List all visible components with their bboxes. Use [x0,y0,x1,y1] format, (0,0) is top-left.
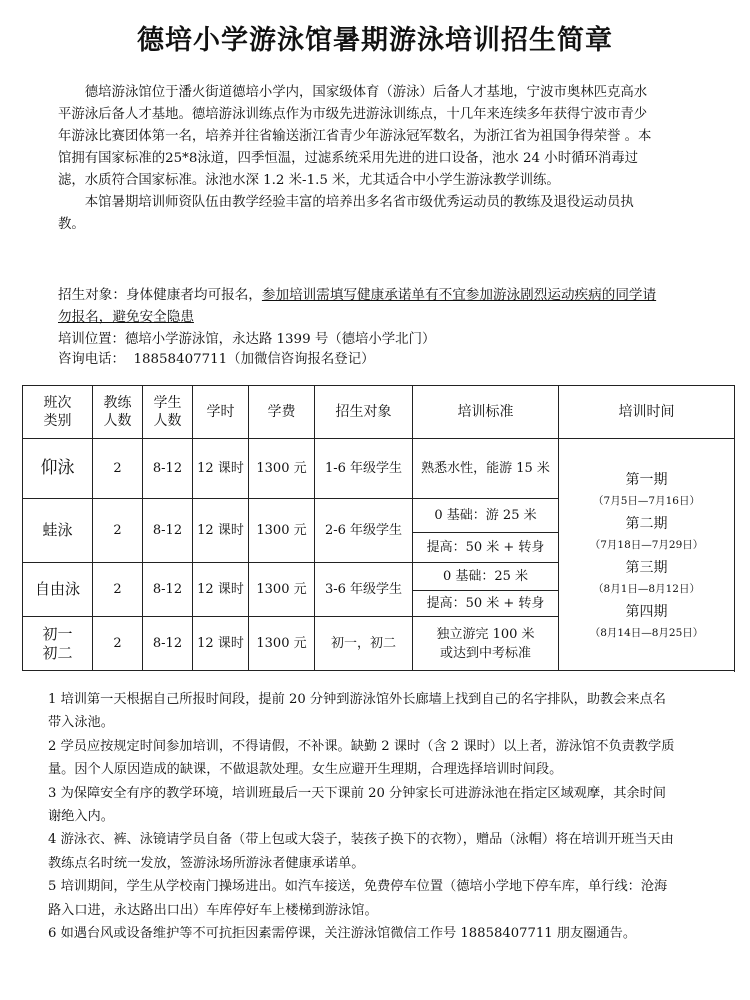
training-address: 培训位置：德培小学游泳馆，永达路 1399 号（德培小学北门） [58,332,436,347]
class-hours: 12 课时 [193,563,249,617]
class-hours: 12 课时 [193,617,249,671]
header-target: 招生对象 [315,386,413,439]
note-item-2: 2 学员应按规定时间参加培训，不得请假，不补课。缺勤 2 课时（含 2 课时）以上者，游泳馆不负责教学质量。因个人原因造成的缺课，不做退款处理。女生应避开生理期，合理选择培训时间段。 [48,738,675,778]
students-count: 8-12 [143,563,193,617]
class-target: 2-6 年级学生 [315,499,413,563]
class-standard: 提高：50 米 + 转身 [413,591,559,617]
class-standard: 0 基础：游 25 米 [413,499,559,533]
coaches-count: 2 [93,439,143,499]
class-name: 初一 初二 [23,617,93,671]
header-fee: 学费 [249,386,315,439]
period-name: 第二期 [625,515,668,532]
period-name: 第四期 [625,603,668,620]
coaches-count: 2 [93,563,143,617]
page-title: 德培小学游泳馆暑期游泳培训招生简章 [137,25,613,56]
class-standard: 独立游完 100 米 或达到中考标准 [413,617,559,671]
table-header-row [23,386,735,439]
phone-label: 咨询电话： [58,352,125,367]
table-row [23,439,735,499]
intro-section [58,82,658,236]
period-range: （7月18日—7月29日） [589,538,704,551]
class-standard: 0 基础：25 米 [413,563,559,591]
header-time: 培训时间 [559,386,735,439]
class-target: 1-6 年级学生 [315,439,413,499]
students-count: 8-12 [143,499,193,563]
intro-paragraph-1: 德培游泳馆位于潘火街道德培小学内，国家级体育（游泳）后备人才基地，宁波市奥林匹克高水平游泳后备人才基地。德培游泳训练点作为市级先进游泳训练点，十几年来连续多年获得宁波市青少年游泳比赛团体第一名，培养并往省输送浙江省青少年游泳冠军数名，为浙江省为祖国争得荣誉 。本馆拥有国家标准的25*8泳道，四季恒温，过滤系统采用先进的进口设备，池水 24 小时循环消毒过滤，水质符合国家标准。泳池水深 1.2 米-1.5 米，尤其适合中小学生游泳教学训练。 [58,85,652,188]
class-standard: 熟悉水性，能游 15 米 [413,439,559,499]
header-students: 学生 人数 [143,386,193,439]
students-count: 8-12 [143,617,193,671]
note-item-6: 6 如遇台风或设备维护等不可抗拒因素需停课，关注游泳馆微信工作号 18858407711 朋友圈通告。 [48,926,637,942]
class-fee: 1300 元 [249,439,315,499]
class-target: 初一，初二 [315,617,413,671]
class-hours: 12 课时 [193,499,249,563]
header-class-type: 班次 类别 [23,386,93,439]
class-name: 蛙泳 [23,499,93,563]
note-item-3: 3 为保障安全有序的教学环境，培训班最后一天下课前 20 分钟家长可进游泳池在指定区域观摩，其余时间谢绝入内。 [48,785,666,825]
class-hours: 12 课时 [193,439,249,499]
students-count: 8-12 [143,439,193,499]
header-hours: 学时 [193,386,249,439]
class-target: 3-6 年级学生 [315,563,413,617]
notes-section [48,688,676,945]
class-standard: 提高：50 米 + 转身 [413,533,559,563]
enrollment-prefix: 招生对象：身体健康者均可报名， [58,287,262,303]
coaches-count: 2 [93,617,143,671]
note-item-4: 4 游泳衣、裤、泳镜请学员自备（带上包或大袋子，装孩子换下的衣物），赠品（泳帽）将在培训开班当天由教练点名时统一发放，签游泳场所游泳者健康承诺单。 [48,832,674,871]
class-fee: 1300 元 [249,563,315,617]
class-fee: 1300 元 [249,617,315,671]
period-name: 第三期 [625,559,668,576]
class-fee: 1300 元 [249,499,315,563]
period-range: （7月5日—7月16日） [593,494,700,507]
note-item-1: 1 培训第一天根据自己所报时间段，提前 20 分钟到游泳馆外长廊墙上找到自己的名字排队，助教会来点名带入泳池。 [48,692,666,731]
note-item-5: 5 培训期间，学生从学校南门操场进出。如汽车接送，免费停车位置（德培小学地下停车库，单行线：沧海路入口进，永达路出口出）车库停好车上楼梯到游泳馆。 [48,879,668,918]
enrollment-warning: 参加培训需填写健康承诺单有不宜参加游泳剧烈运动疾病的同学请勿报名，避免安全隐患 [58,287,657,325]
class-name: 自由泳 [23,563,93,617]
intro-paragraph-2: 本馆暑期培训师资队伍由教学经验丰富的培养出多名省市级优秀运动员的教练及退役运动员执教。 [58,195,634,232]
period-range: （8月14日—8月25日） [589,626,704,639]
phone-line [58,350,435,370]
period-range: （8月1日—8月12日） [593,582,700,595]
class-name: 仰泳 [23,439,93,499]
training-periods [559,439,735,671]
enrollment-requirements [58,284,658,328]
phone-number: 18858407711（加微信咨询报名登记） [133,352,375,367]
header-coaches: 教练 人数 [93,386,143,439]
schedule-table [22,385,735,671]
header-standard: 培训标准 [413,386,559,439]
period-name: 第一期 [625,471,668,488]
location-info [58,330,435,370]
coaches-count: 2 [93,499,143,563]
